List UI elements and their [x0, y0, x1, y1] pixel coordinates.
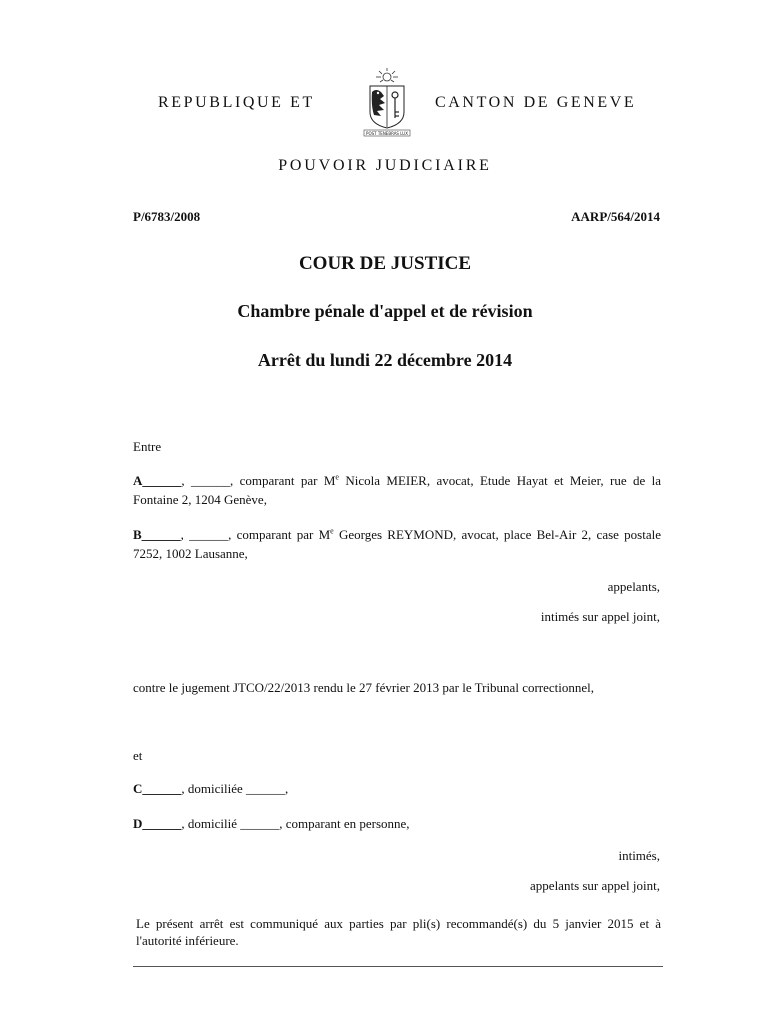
role-cross-appellants: appelants sur appel joint,	[530, 878, 660, 893]
against-judgment: contre le jugement JTCO/22/2013 rendu le 27 février 2013 par le Tribunal correctionnel,	[133, 680, 595, 695]
role-respondents: intimés,	[618, 848, 660, 863]
party-c-name: C______	[133, 781, 182, 796]
header-canton: CANTON DE GENEVE	[435, 94, 637, 111]
party-d-name: D______	[133, 816, 182, 831]
authority-title: POUVOIR JUDICIAIRE	[278, 157, 492, 174]
role-appellants: appelants,	[607, 579, 660, 594]
party-c-text: , domiciliée ______,	[181, 781, 289, 796]
party-d-text: , domicilié ______, comparant en personne,	[181, 816, 410, 831]
party-a-name: A______	[133, 473, 182, 488]
party-a-text: , ______, comparant par M	[181, 473, 336, 488]
communication-notice: Le présent arrêt est communiqué aux parties par pli(s) recommandé(s) du 5 janvier 2015 et à l'autorité inférieure.	[136, 916, 661, 948]
party-c	[133, 779, 661, 798]
emblem-motto: POST TENEBRAS LUX	[366, 131, 408, 136]
party-a	[133, 471, 661, 509]
case-reference: P/6783/2008	[133, 209, 201, 224]
judgment-date: Arrêt du lundi 22 décembre 2014	[257, 350, 513, 370]
party-b-text: , ______, comparant par M	[180, 527, 331, 542]
party-b	[133, 525, 661, 563]
header-republique: REPUBLIQUE ET	[158, 94, 315, 111]
party-b-name: B______	[133, 527, 181, 542]
party-b-rest: Georges REYMOND, avocat, place Bel-Air 2, case postale 7252, 1002 Lausanne,	[133, 527, 661, 561]
party-a-sup: e	[335, 472, 339, 482]
role-respondents-cross: intimés sur appel joint,	[540, 609, 660, 624]
court-title: COUR DE JUSTICE	[298, 253, 472, 274]
party-b-sup: e	[330, 526, 334, 536]
geneva-emblem-icon	[362, 66, 412, 138]
party-a-rest: Nicola MEIER, avocat, Etude Hayat et Meier, rue de la Fontaine 2, 1204 Genève,	[133, 473, 662, 507]
judgment-reference: AARP/564/2014	[571, 209, 660, 224]
party-d	[133, 814, 661, 833]
footer-divider	[133, 966, 663, 967]
and-label: et	[133, 748, 143, 763]
between-label: Entre	[133, 439, 162, 454]
chamber-title: Chambre pénale d'appel et de révision	[237, 301, 533, 321]
